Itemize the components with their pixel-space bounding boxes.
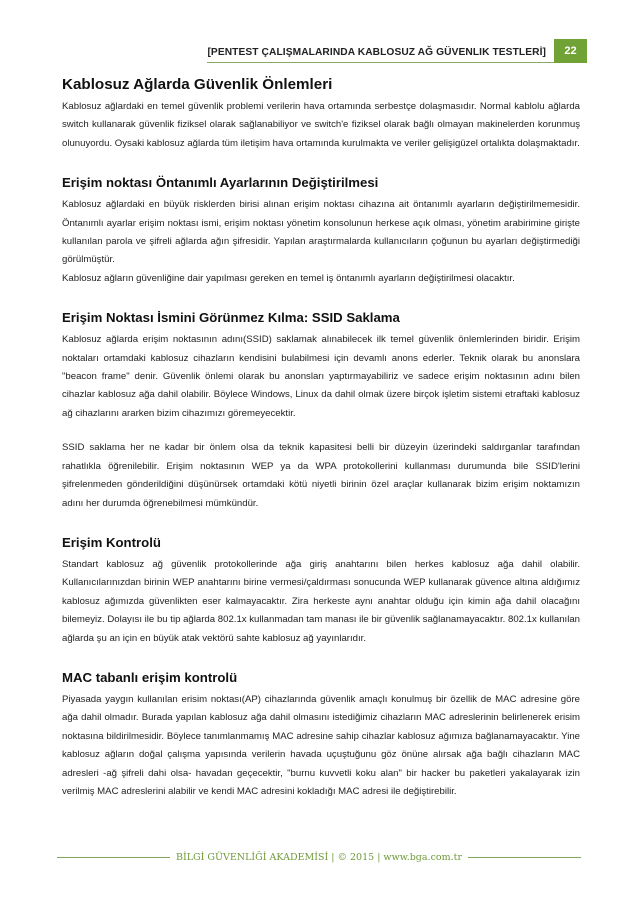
section-heading: Erişim noktası Öntanımlı Ayarlarının Değiştirilmesi <box>62 175 379 191</box>
footer-divider-right <box>468 857 581 858</box>
paragraph: Kablosuz ağlardaki en büyük risklerden birisi alınan erişim noktası cihazına ait öntanımlı ayarların değiştirilmemesidir. Öntanımlı ayarlar erişim noktası ismi, erişim noktası yönetim konsolunun herkese açık olması, yönetim arabirimine girişte kullanılan parola ve şifreli ağlarda ağın şifresidir. Yapılan araştırmalarda kullanıcıların çoğunun bu ayarları değiştirmediği görülmüştür. <box>62 199 580 266</box>
section-wireless-security-measures <box>62 76 580 153</box>
paragraph: Kablosuz ağların güvenliğine dair yapılması gereken en temel iş öntanımlı ayarların değiştirilmesi olacaktır. <box>62 272 515 284</box>
page-body <box>62 76 580 801</box>
document-title: [PENTEST ÇALIŞMALARINDA KABLOSUZ AĞ GÜVENLIK TESTLERİ] <box>207 47 554 63</box>
section-mac-access-control <box>62 670 580 801</box>
section-access-control <box>62 535 580 648</box>
section-heading: Erişim Kontrolü <box>62 534 161 550</box>
section-heading: MAC tabanlı erişim kontrolü <box>62 669 238 685</box>
section-ssid-hiding <box>62 310 580 513</box>
footer-divider-left <box>57 857 170 858</box>
footer-text: BİLGİ GÜVENLİĞİ AKADEMİSİ | © 2015 | www.bga.com.tr <box>176 851 462 863</box>
paragraph: Kablosuz ağlardaki en temel güvenlik problemi verilerin hava ortamında serbestçe dolaşmasıdır. Normal kablolu ağlarda switch kullanarak güvenlik fiziksel olarak sağlanabiliyor ve switch'e fiziksel olarak bağlı olmayan makinelerden korunmuş olunuyordu. Oysaki kablosuz ağlarda tüm iletişim hava ortamında kurulmakta ve veriler gelişigüzel ortalıkta dolaşmaktadır. <box>62 101 580 149</box>
paragraph: Standart kablosuz ağ güvenlik protokollerinde ağa giriş anahtarını bilen herkes kablosuz ağa dahil olabilir. Kullanıcılarınızdan birinin WEP anahtarını birine vermesi/çaldırması sonucunda WEP kullanarak güvence altına aldığımız kablosuz ağımızda güvenlikten eser kalmayacaktır. Zira herkeste aynı anahtar olduğu için kimin ağa dahil olacağını bilemeyiz. Dolayısı ile bu tip ağlarda 802.1x kullanmadan tam manası ile bir güvenlik sağlanamayacaktır. 802.1x kullanılan ağlarda şu an için en büyük atak vektörü sahte kablosuz ağ yayınlarıdır. <box>62 558 580 644</box>
paragraph: Piyasada yaygın kullanılan erisim noktası(AP) cihazlarında güvenlik amaçlı konulmuş bir özellik de MAC adresine göre ağa dahil olmadır. Burada yapılan kablosuz ağa dahil olmasını istediğimiz cihazların MAC adreslerinin belirlenerek erisim noktasına bildirilmesidir. Böylece tanımlanmamış MAC adresine sahip cihazlar kablosuz ağımıza bağlanamayacaktır. Yine kablosuz ağların doğal çalışma yapısında verilerin havada uçuştuğunu göz önüne alırsak ağa bağlı cihazların MAC adresleri -ağ şifreli dahi olsa- havadan geçecektir, "burnu kuvvetli koku alan" bir hacker bu paketleri yakalayarak izin verilmiş MAC adreslerini alabilir ve kendi MAC adresini kokladığı MAC adresi ile değiştirebilir. <box>62 693 580 797</box>
page-number: 22 <box>554 39 587 63</box>
section-heading: Erişim Noktası İsmini Görünmez Kılma: SSID Saklama <box>62 310 400 326</box>
section-default-settings <box>62 175 580 288</box>
page-header <box>62 37 587 63</box>
page-footer <box>57 849 581 865</box>
paragraph: SSID saklama her ne kadar bir önlem olsa da teknik kapasitesi belli bir düzeyin üzerindeki saldırganlar tarafından rahatlıkla öğrenilebilir. Erişim noktasının WEP ya da WPA protokollerini kullanması durumunda bile SSID'lerini şifrelenmeden gönderildiğini düşünürsek ortamdaki kötü niyetli birinin özel araçlar kullanarak bizim erişim noktamızın adını her durumda öğrenebilmesi mümkündür. <box>62 442 580 509</box>
section-heading: Kablosuz Ağlarda Güvenlik Önlemleri <box>62 76 333 93</box>
paragraph: Kablosuz ağlarda erişim noktasının adını(SSID) saklamak alınabilecek ilk temel güvenlik önlemlerinden biridir. Erişim noktaları ortamdaki kablosuz cihazların kendisini bulabilmesi için devamlı anons ederler. Teknik olarak bu anonslara "beacon frame" denir. Güvenlik önlemi olarak bu anonsları yaptırmayabiliriz ve sadece erişim noktasının adını bilen cihazlar kablosuz ağa dahil olabilir. Böylece Windows, Linux da dahil olmak üzere birçok işletim sistemi etraftaki kablosuz ağ cihazlarını ararken bizim cihazımızı göremeyecektir. <box>62 334 580 419</box>
